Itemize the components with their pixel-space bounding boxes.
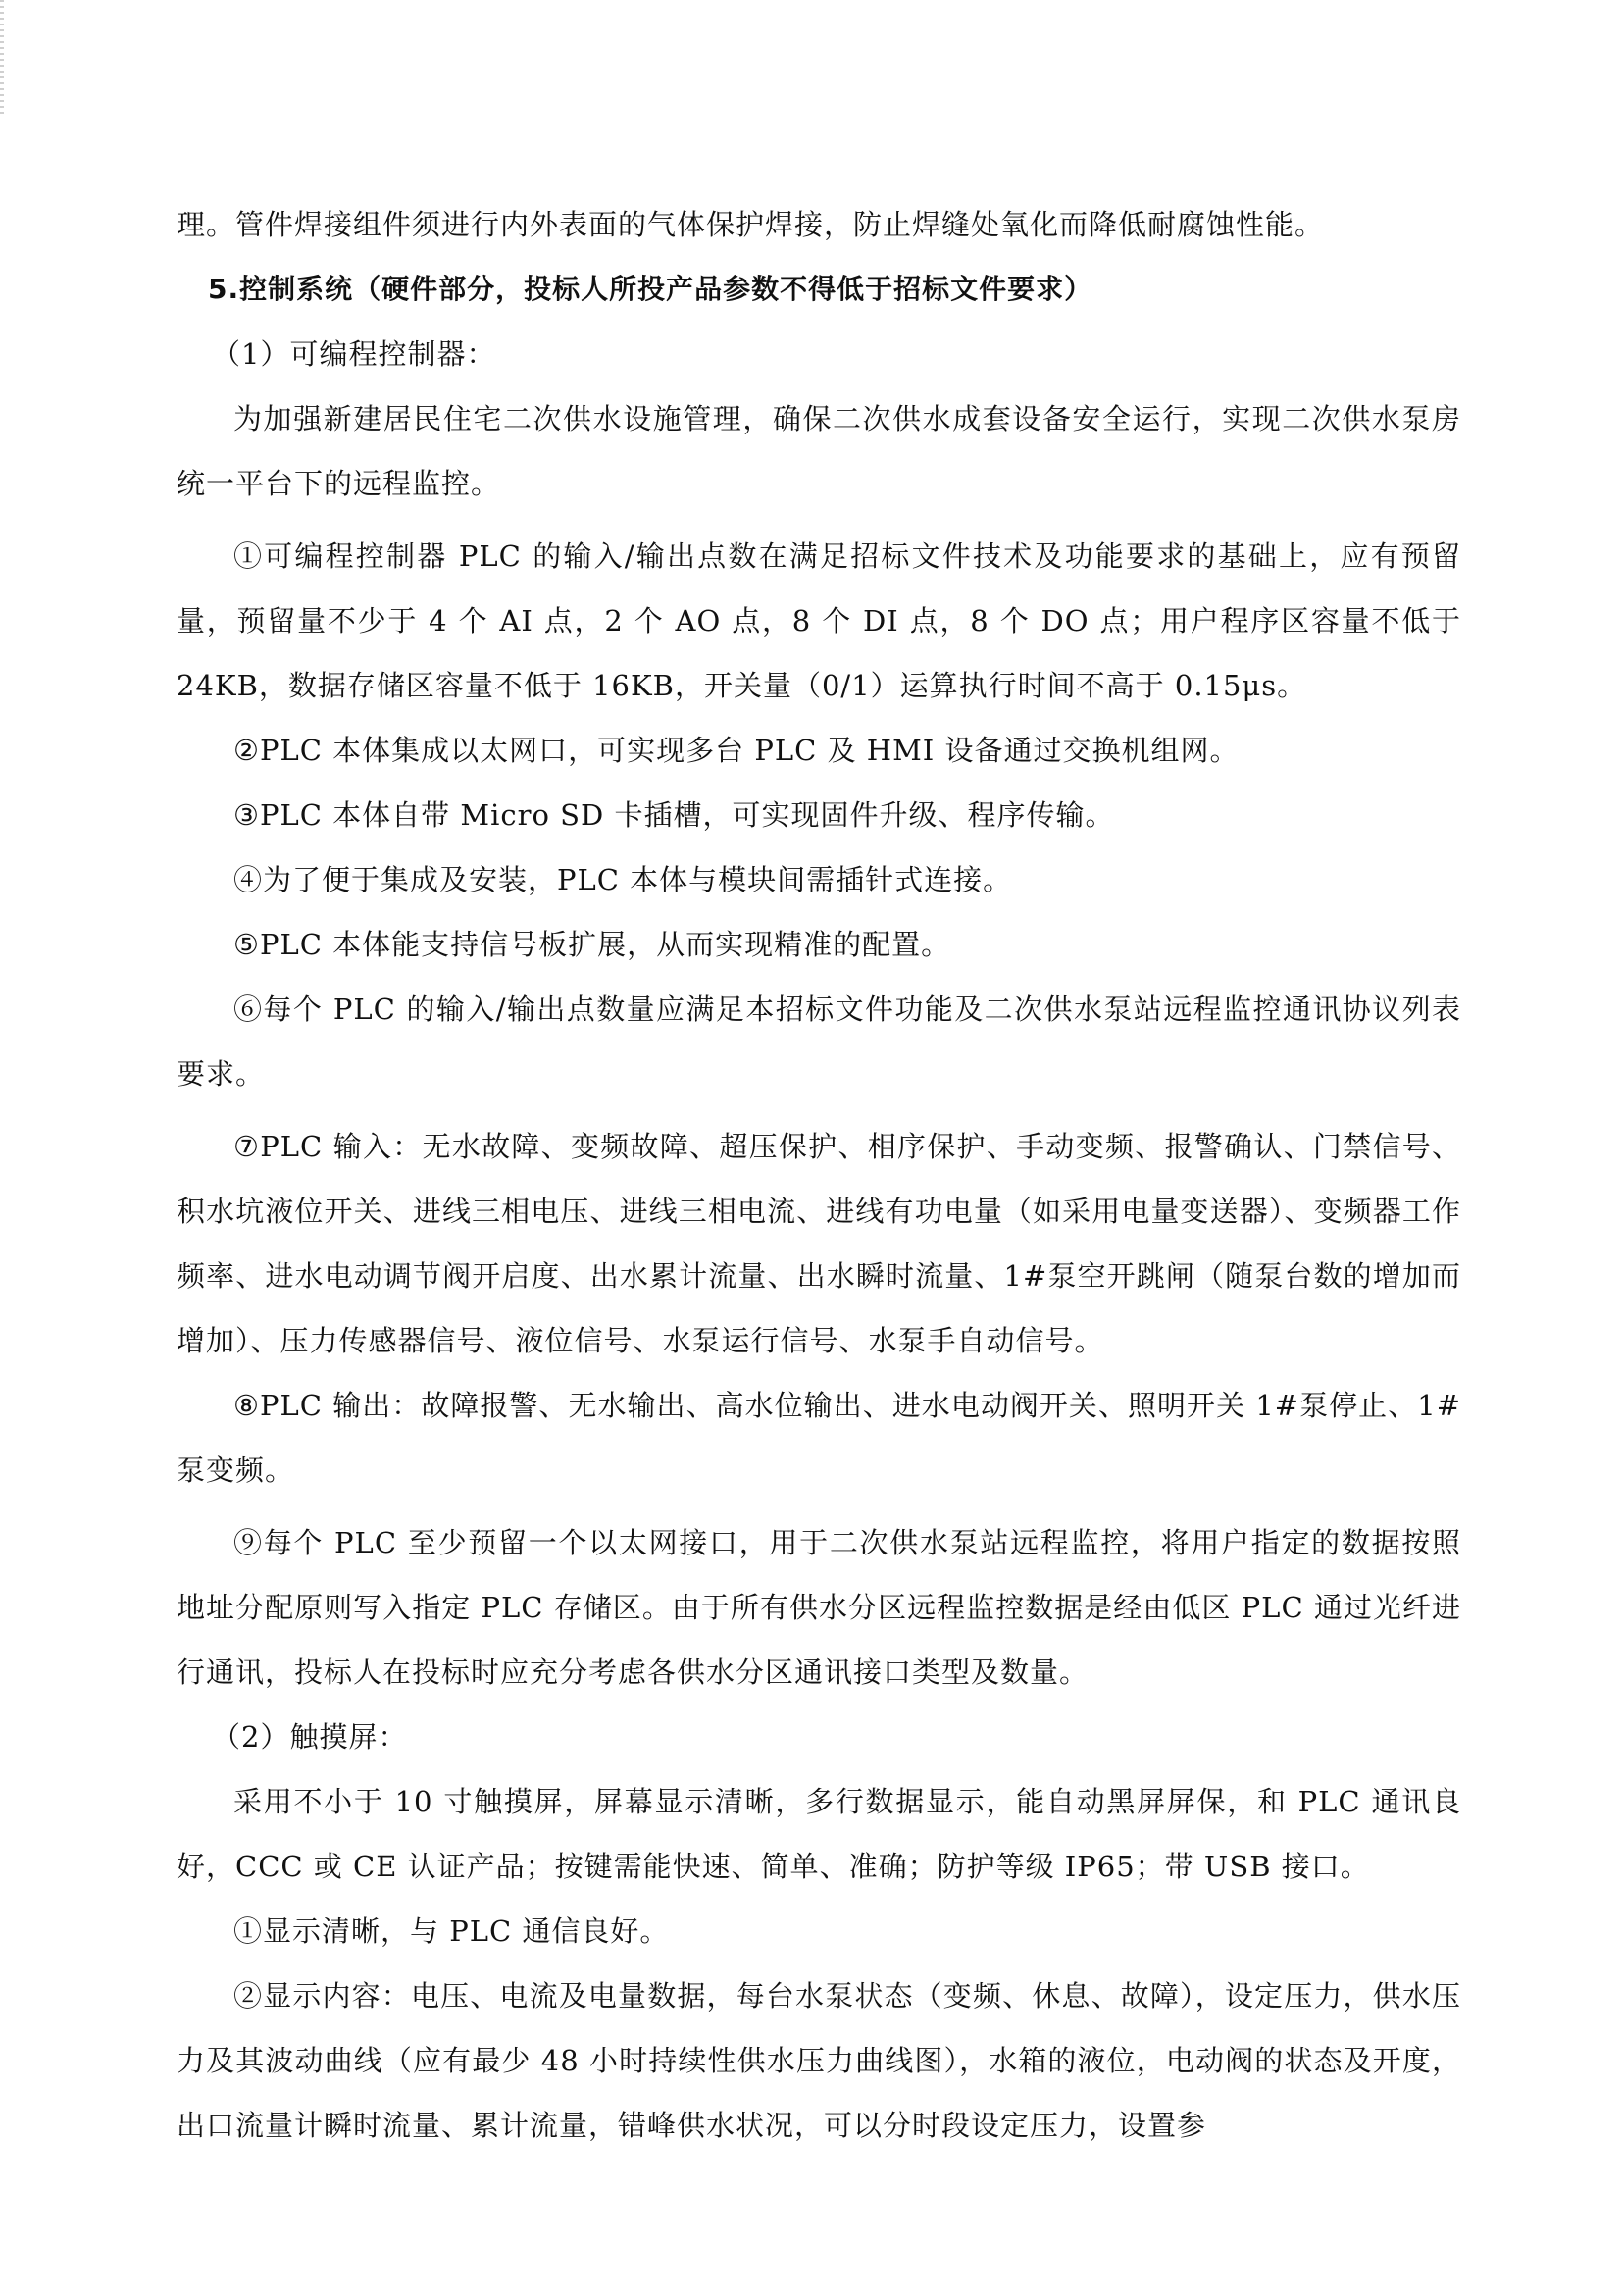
list-item-plc-9: ⑨每个 PLC 至少预留一个以太网接口，用于二次供水泵站远程监控，将用户指定的数据按照地址分配原则写入指定 PLC 存储区。由于所有供水分区远程监控数据是经由低区 PLC 通过光纤进行通讯，投标人在投标时应充分考虑各供水分区通讯接口类型及数量。 (177, 1526, 1461, 1689)
section-heading-control-system: 5.控制系统（硬件部分，投标人所投产品参数不得低于招标文件要求） (208, 273, 1093, 305)
paragraph-plc-intro: 为加强新建居民住宅二次供水设施管理，确保二次供水成套设备安全运行，实现二次供水泵房统一平台下的远程监控。 (177, 402, 1461, 500)
subsection-heading-touchscreen: （2）触摸屏： (212, 1720, 408, 1754)
scan-edge-marks (0, 0, 4, 118)
list-item-plc-5: ⑤PLC 本体能支持信号板扩展，从而实现精准的配置。 (233, 928, 951, 961)
paragraph-touchscreen-intro: 采用不小于 10 寸触摸屏，屏幕显示清晰，多行数据显示，能自动黑屏屏保，和 PLC 通讯良好，CCC 或 CE 认证产品；按键需能快速、简单、准确；防护等级 IP65；带 USB 接口。 (177, 1785, 1461, 1883)
paragraph-continuation: 理。管件焊接组件须进行内外表面的气体保护焊接，防止焊缝处氧化而降低耐腐蚀性能。 (177, 208, 1325, 241)
list-item-plc-8: ⑧PLC 输出：故障报警、无水输出、高水位输出、进水电动阀开关、照明开关 1#泵停止、1#泵变频。 (177, 1389, 1461, 1487)
document-body (177, 192, 1461, 2158)
subsection-heading-plc: （1）可编程控制器： (212, 337, 496, 371)
list-item-touchscreen-1: ①显示清晰，与 PLC 通信良好。 (233, 1914, 670, 1948)
list-item-plc-6: ⑥每个 PLC 的输入/输出点数量应满足本招标文件功能及二次供水泵站远程监控通讯协议列表要求。 (177, 993, 1461, 1091)
list-item-touchscreen-2: ②显示内容：电压、电流及电量数据，每台水泵状态（变频、休息、故障），设定压力，供水压力及其波动曲线（应有最少 48 小时持续性供水压力曲线图），水箱的液位，电动阀的状态及开度，出口流量计瞬时流量、累计流量，错峰供水状况，可以分时段设定压力，设置参 (177, 1979, 1461, 2142)
list-item-plc-4: ④为了便于集成及安装，PLC 本体与模块间需插针式连接。 (233, 863, 1013, 896)
list-item-plc-1: ①可编程控制器 PLC 的输入/输出点数在满足招标文件技术及功能要求的基础上，应有预留量，预留量不少于 4 个 AI 点，2 个 AO 点，8 个 DI 点，8 个 DO 点；用户程序区容量不低于 24KB，数据存储区容量不低于 16KB，开关量（0/1）运算执行时间不高于 0.15μs。 (177, 539, 1461, 702)
list-item-plc-2: ②PLC 本体集成以太网口，可实现多台 PLC 及 HMI 设备通过交换机组网。 (233, 734, 1240, 767)
list-item-plc-7: ⑦PLC 输入：无水故障、变频故障、超压保护、相序保护、手动变频、报警确认、门禁信号、积水坑液位开关、进线三相电压、进线三相电流、进线有功电量（如采用电量变送器）、变频器工作频率、进水电动调节阀开启度、出水累计流量、出水瞬时流量、1#泵空开跳闸（随泵台数的增加而增加）、压力传感器信号、液位信号、水泵运行信号、水泵手自动信号。 (177, 1130, 1461, 1357)
list-item-plc-3: ③PLC 本体自带 Micro SD 卡插槽，可实现固件升级、程序传输。 (233, 798, 1115, 832)
